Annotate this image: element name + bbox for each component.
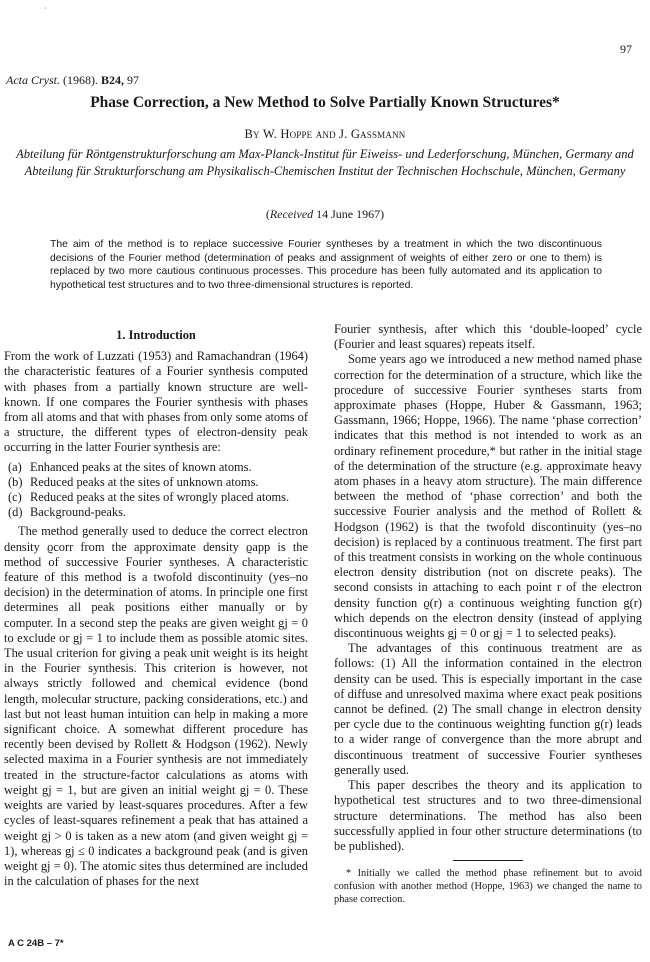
journal-citation — [6, 73, 139, 88]
page-mark: · — [44, 4, 47, 13]
received-value: 14 June 1967 — [316, 207, 381, 221]
received-date: (Received 14 June 1967) — [265, 207, 385, 221]
list-item-label: (a) — [8, 459, 22, 474]
list-item-text: Reduced peaks at the sites of wrongly placed atoms. — [30, 490, 290, 505]
list-item-text: Enhanced peaks at the sites of known atoms. — [30, 459, 252, 474]
paragraph: Some years ago we introduced a new method named phase correction for the determination of a structure, which like the procedure of successive Fourier syntheses starts from approximate phases (Hoppe, Huber & Gassmann, 1963; Gassmann, 1966; Hoppe, 1966). The name ‘phase correction’ indicates that this method is not intended to work as an ordinary refinement procedure,* but rather in the initial stage of the determination of the structure (e.g. approximate heavy atom phases in a heavy atom structure). The main difference between the method of ‘phase correction’ and both the successive Fourier analysis and the method of Rollett & Hodgson (1962) is that the twofold discontinuity (yes–no decision) is replaced by a continuous treatment. The first part of this treatment consists in working on the whole continuous electron density distribution (not on discrete peaks). The second consists in attaching to each point r of the electron density function ϱ(r) a continuous weighting function g(r) which depends on the electron density (instead of applying discontinuous weights gj = 0 or gj = 1 to selected peaks). — [334, 352, 642, 641]
list-item-label: (c) — [8, 490, 22, 505]
paragraph: Fourier synthesis, after which this ‘double-looped’ cycle (Fourier and least squares) repeats itself. — [334, 322, 642, 352]
article-authors: By W. Hoppe and J. Gassmann — [244, 127, 406, 141]
received-label: Received — [269, 207, 314, 221]
paragraph: The method generally used to deduce the correct electron density ϱcorr from the approximate density ϱapp is the method of successive Fourier syntheses. A characteristic feature of this method is a twofold discontinuity (yes–no decision) in the determination of atoms. In principle one first determines all peak positions either manually or by computer. In a second step the peaks are given weight gj = 0 to exclude or gj = 1 to include them as possible atomic sites. The usual criterion for giving a peak unit weight is its height in the Fourier synthesis. This criterion is however, not always strictly followed and chemical evidence (bond length, molecular structure, packing considerations, etc.) and last but not least human intuition can help in making a more significant choice. A somewhat different procedure has recently been devised by Rollett & Hodgson (1962). Newly selected maxima in a Fourier synthesis are not immediately treated in the structure-factor calculations as atoms with weight gj = 1, but are given an initial weight gj = 0. These weights are varied by least-squares procedures. After a few cycles of least-squares refinement a peak that has attained a weight gj > 0 is taken as a new atom (and given weight gj = 1), whereas gj ≤ 0 indicates a background peak (and is given weight gj = 0). The atomic sites thus determined are included in the calculation of phases for the next — [4, 524, 308, 889]
abstract: The aim of the method is to replace successive Fourier syntheses by a treatment in which the two discontinuous decisions of the Fourier method (determination of peaks and assignment of weights of either zero or one to them) is replaced by two more cautious continuous processes. This procedure has been fully automated and its application to hypothetical test structures and to two three-dimensional structures is reported. — [50, 239, 602, 291]
list-item-text: Reduced peaks at the sites of unknown atoms. — [30, 474, 259, 489]
left-column — [4, 322, 308, 889]
journal-volume: B24, — [101, 73, 125, 87]
journal-name: Acta Cryst. — [6, 73, 60, 87]
list-item — [4, 460, 308, 475]
paragraph: The advantages of this continuous treatment are as follows: (1) All the information contained in the electron density can be used. This is especially important in the case of diffuse and unresolved maxima where exact peak positions cannot be defined. (2) The small change in electron density per cycle due to the continuous weighting function g(r) leads to a wider range of convergence than the more abrupt and discontinuous treatment of successive Fourier syntheses generally used. — [334, 641, 642, 777]
list-item — [4, 475, 308, 490]
section-heading: 1. Introduction — [116, 328, 196, 342]
list-item-label: (d) — [8, 505, 23, 520]
article-affiliation: Abteilung für Röntgenstrukturforschung am Max-Planck-Institut für Eiweiss- und Lederforschung, München, Germany and Abteilung für Strukturforschung am Physikalisch-Chemischen Institut der Technischen Hochschule, München, Germany — [16, 147, 634, 178]
list-item — [4, 505, 308, 520]
signature-mark: A C 24B – 7* — [8, 938, 64, 949]
page-number: 97 — [620, 42, 632, 56]
right-column — [334, 322, 642, 906]
list-item — [4, 490, 308, 505]
list-item-label: (b) — [8, 474, 23, 489]
journal-page: 97 — [127, 73, 140, 87]
paragraph: This paper describes the theory and its application to hypothetical test structures and to two three-dimensional structure determinations. The method has also been successfully applied in four other structure determinations (to be published). — [334, 778, 642, 853]
list-item-text: Background-peaks. — [30, 505, 126, 520]
footnote-divider — [453, 860, 523, 861]
peak-types-list — [4, 460, 308, 521]
paragraph: From the work of Luzzati (1953) and Ramachandran (1964) the characteristic features of a Fourier synthesis computed with phases from a partially known structure are well-known. If one compares the Fourier synthesis with phases from all atoms and that with phases from only some atoms of a structure, the different types of electron-density peak occurring in the latter Fourier synthesis are: — [4, 349, 308, 455]
footnote: * Initially we called the method phase refinement but to avoid confusion with another method (Hoppe, 1963) we changed the name to phase correction. — [334, 868, 642, 906]
journal-year: (1968). — [63, 73, 98, 87]
article-title: Phase Correction, a New Method to Solve Partially Known Structures* — [90, 94, 560, 111]
